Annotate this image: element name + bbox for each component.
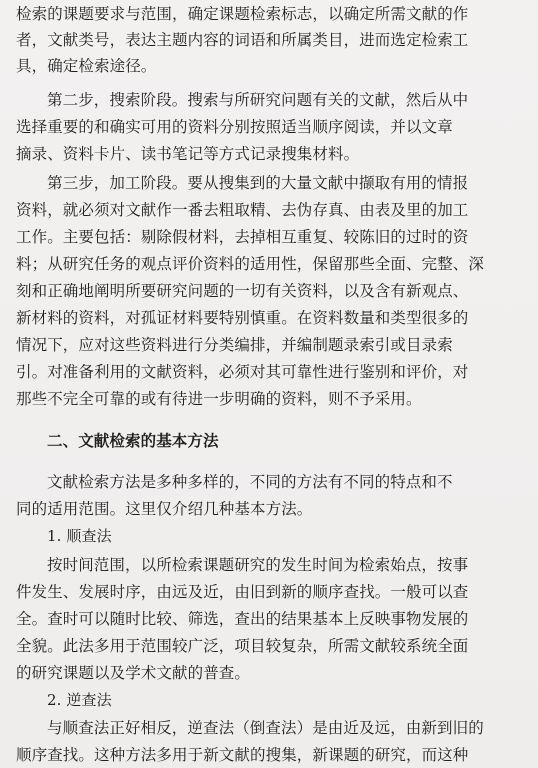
text-line-3: 具，确定检索途径。	[16, 57, 157, 75]
paragraph-line-26: 与顺查法正好相反，逆查法（倒查法）是由近及远，由新到旧的	[47, 719, 484, 737]
paragraph-line-17: 文献检索方法是多种多样的，不同的方法有不同的特点和不	[47, 473, 453, 491]
text-line-21: 件发生、发展时序，由远及近，由旧到新的顺序查找。一般可以查	[16, 583, 469, 601]
text-line-15: 那些不完全可靠的或有待进一步明确的资料，则不予采用。	[16, 390, 422, 408]
text-line-18: 同的适用范围。这里仅介绍几种基本方法。	[16, 500, 313, 518]
text-line-5: 选择重要的和确实可用的资料分别按照适当顺序阅读，并以文章	[16, 118, 453, 136]
text-line-9: 工作。主要包括：剔除假材料，去掉相互重复、较陈旧的过时的资	[16, 228, 469, 246]
text-line-2: 者，文献类号，表达主题内容的词语和所属类目，进而选定检索工	[16, 31, 469, 49]
subheading-1: 1. 顺查法	[47, 527, 112, 545]
paragraph-line-20: 按时间范围，以所检索课题研究的发生时间为检索始点，按事	[47, 556, 469, 574]
text-line-22: 全。查时可以随时比较、筛选，查出的结果基本上反映事物发展的	[16, 610, 469, 628]
text-line-8: 资料，就必须对文献作一番去粗取精、去伪存真、由表及里的加工	[16, 201, 469, 219]
text-line-11: 刻和正确地阐明所要研究问题的一切有关资料，以及含有新观点、	[16, 282, 469, 300]
text-line-14: 引。对准备利用的文献资料，必须对其可靠性进行鉴别和评价，对	[16, 363, 469, 381]
paragraph-line-4: 第二步，搜索阶段。搜索与所研究问题有关的文献，然后从中	[47, 91, 469, 109]
section-heading: 二、文献检索的基本方法	[47, 431, 219, 450]
text-line-24: 的研究课题以及学术文献的普查。	[16, 664, 251, 682]
text-line-1: 检索的课题要求与范围，确定课题检索标志，以确定所需文献的作	[16, 5, 469, 23]
text-line-13: 情况下，应对这些资料进行分类编排，并编制题录索引或目录索	[16, 336, 453, 354]
text-line-6: 摘录、资料卡片、读书笔记等方式记录搜集材料。	[16, 145, 360, 163]
text-line-10: 料；从研究任务的观点评价资料的适用性，保留那些全面、完整、深	[16, 255, 485, 273]
text-line-23: 全貌。此法多用于范围较广泛，项目较复杂，所需文献较系统全面	[16, 637, 469, 655]
paragraph-line-7: 第三步，加工阶段。要从搜集到的大量文献中撷取有用的情报	[47, 174, 469, 192]
text-line-12: 新材料的资料，对孤证材料要特别慎重。在资料数量和类型很多的	[16, 309, 469, 327]
text-line-27: 顺序查找。这种方法多用于新文献的搜集，新课题的研究，而这种	[16, 746, 469, 764]
subheading-2: 2. 逆查法	[47, 691, 112, 709]
